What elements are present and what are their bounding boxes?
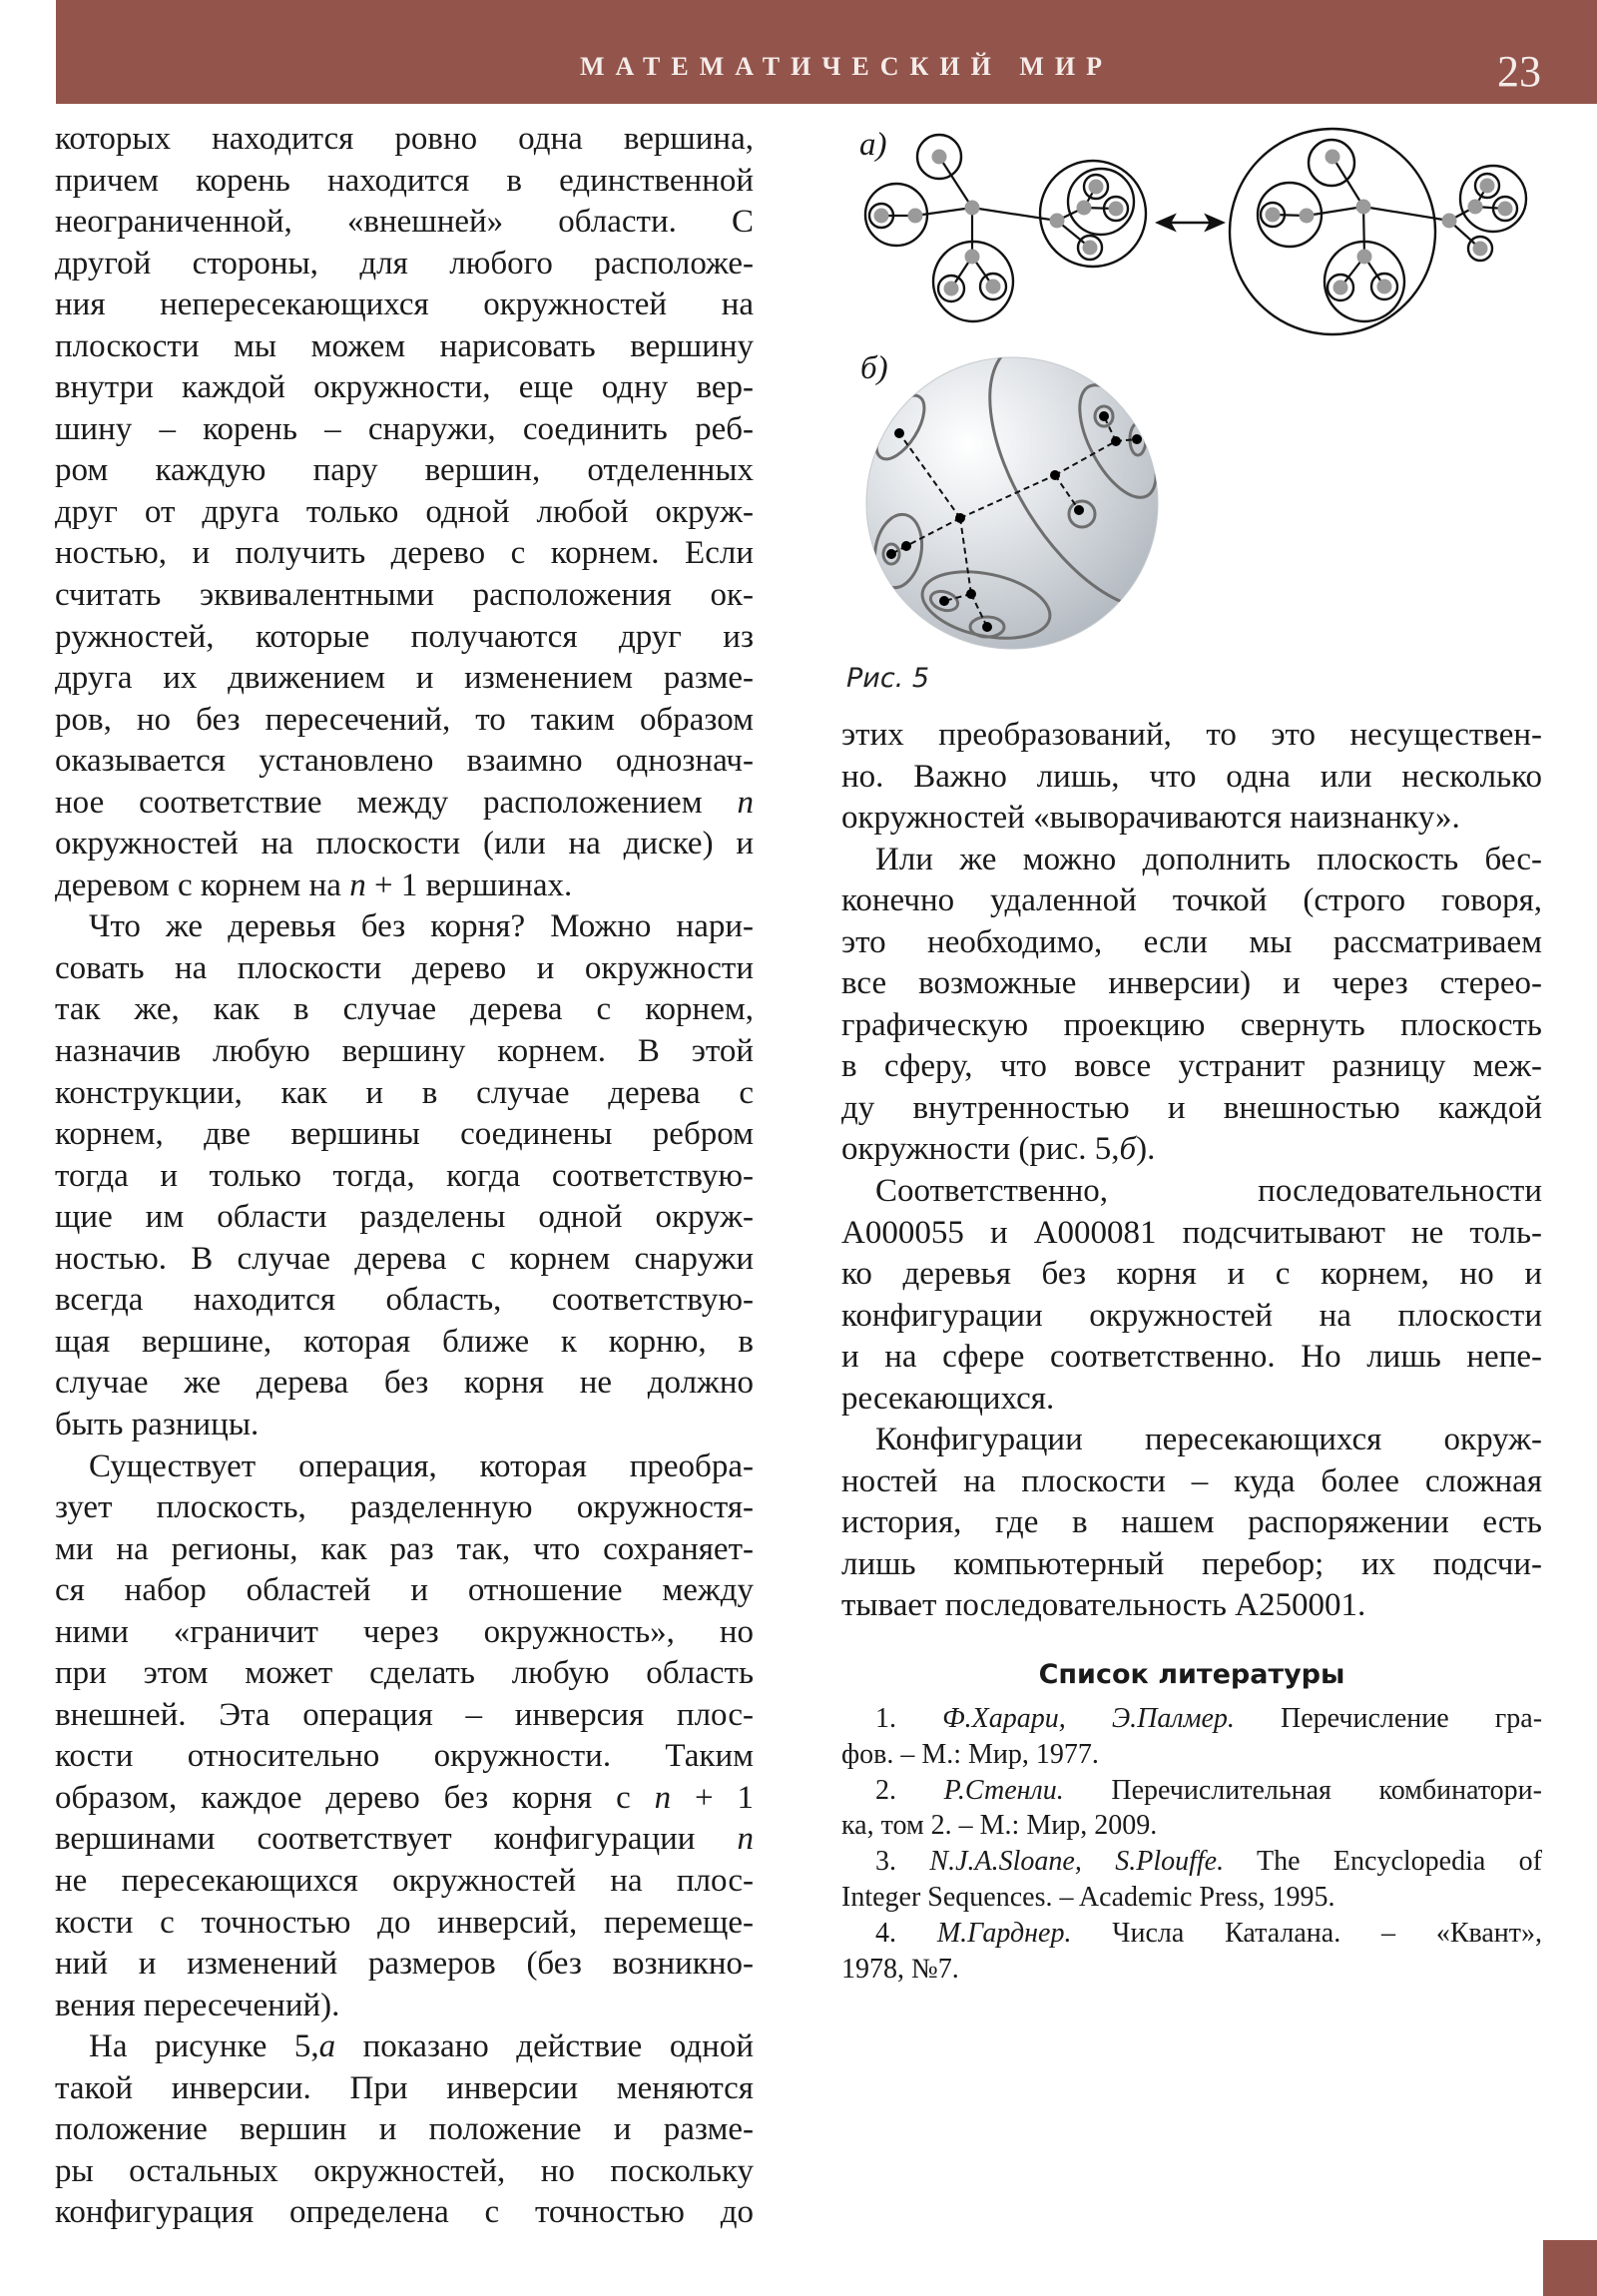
text-line: зует плоскость, разделенную окружностя- — [55, 1489, 754, 1526]
page-corner-tab — [1543, 2240, 1597, 2296]
reference-title: Числа Каталана. – «Квант», — [1071, 1917, 1542, 1949]
text-line: ми на регионы, как раз так, что сохраняет- — [55, 1530, 754, 1567]
text-line: ний и изменений размеров (без возникно- — [55, 1946, 754, 1983]
figure-label-a: а) — [859, 127, 887, 163]
vertex — [1132, 434, 1142, 444]
text-line: окружностей «выворачиваются наизнанку». — [841, 800, 1460, 837]
text-line: случае же дерева без корня не должно — [55, 1365, 754, 1402]
reference-authors: Р.Стенли. — [943, 1774, 1064, 1806]
reference-item — [841, 1701, 1542, 1737]
figure-5b — [866, 310, 1231, 649]
right-column — [841, 715, 1542, 1627]
text-line: конечно удаленной точкой (строго говоря, — [841, 882, 1542, 919]
vertex — [908, 209, 923, 224]
text-line: и на сфере соответственно. Но лишь непе- — [841, 1339, 1542, 1376]
text-line: назначив любую вершину корнем. В этой — [55, 1033, 754, 1070]
text-line: кости относительно окружности. Таким — [55, 1738, 754, 1775]
text-line: Что же деревья без корня? Можно нари- — [89, 908, 754, 945]
vertex — [1300, 209, 1315, 224]
text-line: всегда находится область, соответствую- — [55, 1282, 754, 1319]
reference-continuation: ка, том 2. – М.: Мир, 2009. — [841, 1810, 1158, 1842]
vertex — [894, 428, 904, 438]
text-line: ся набор областей и отношение между — [55, 1572, 754, 1609]
reference-number: 1. — [875, 1703, 943, 1734]
double-arrow-icon — [1158, 216, 1223, 230]
text-line: друга их движением и изменением разме- — [55, 660, 754, 697]
text-line: внешней. Эта операция – инверсия плос- — [55, 1696, 754, 1733]
text-line: плоскости мы можем нарисовать вершину — [55, 327, 754, 364]
text-line: лишь компьютерный перебор; их подсчи- — [841, 1545, 1542, 1582]
text-line: положение вершин и положение и разме- — [55, 2111, 754, 2148]
vertex — [1050, 470, 1060, 480]
text-line: ное соответствие между расположением n — [55, 784, 754, 821]
text-line: ностей на плоскости – куда более сложная — [841, 1462, 1542, 1499]
vertex — [965, 250, 980, 265]
text-line: шину – корень – снаружи, соединить реб- — [55, 410, 754, 447]
text-line: при этом может сделать любую область — [55, 1655, 754, 1692]
text-line: считать эквивалентными расположения ок- — [55, 577, 754, 614]
text-line: которых находится ровно одна вершина, — [55, 121, 754, 157]
text-line: ры остальных окружностей, но поскольку — [55, 2152, 754, 2189]
vertex — [874, 209, 889, 224]
text-line: тывает последовательность A250001. — [841, 1587, 1366, 1624]
vertex — [1099, 411, 1109, 421]
sphere — [866, 357, 1158, 649]
text-line: причем корень находится в единственной — [55, 162, 754, 199]
reference-title: The Encyclopedia of — [1224, 1846, 1542, 1878]
vertex — [1111, 436, 1121, 446]
reference-number: 4. — [875, 1917, 937, 1949]
reference-item — [841, 1916, 1542, 1952]
text-line: окружностей на плоскости (или на диске) и — [55, 826, 754, 862]
vertex — [965, 201, 980, 216]
text-line: вершинами соответствует конфигурации n — [55, 1821, 754, 1858]
text-line: совать на плоскости дерево и окружности — [55, 949, 754, 986]
text-line: ром каждую пару вершин, отделенных — [55, 452, 754, 489]
text-line: тогда и только тогда, когда соответствую- — [55, 1157, 754, 1194]
text-line: в сферу, что вовсе устранит разницу меж- — [841, 1048, 1542, 1085]
text-line: друг от друга только одной любой окруж- — [55, 493, 754, 530]
reference-continuation: Integer Sequences. – Academic Press, 1995. — [841, 1881, 1335, 1913]
vertex — [1050, 214, 1065, 229]
text-line: конфигурация определена с точностью до — [55, 2194, 754, 2231]
reference-item — [841, 1773, 1542, 1809]
references-list — [841, 1701, 1542, 1987]
vertex — [982, 622, 992, 632]
text-line: ними «граничит через окружность», но — [55, 1613, 754, 1650]
vertex — [1473, 242, 1488, 257]
text-line: кости с точностью до инверсий, перемеще- — [55, 1904, 754, 1941]
reference-authors: Ф.Харари, Э.Палмер. — [942, 1703, 1235, 1734]
text-line: быть разницы. — [55, 1406, 260, 1442]
text-line: На рисунке 5,а показано действие одной — [89, 2028, 754, 2065]
vertex — [966, 589, 976, 599]
text-line: оказывается установлено взаимно однознач- — [55, 743, 754, 780]
vertex — [1480, 179, 1495, 194]
vertex — [1089, 180, 1104, 195]
reference-item — [841, 1844, 1542, 1880]
text-line: история, где в нашем распоряжении есть — [841, 1504, 1542, 1541]
text-line: корнем, две вершины соединены ребром — [55, 1116, 754, 1153]
reference-number: 2. — [875, 1774, 944, 1806]
circle — [1068, 169, 1134, 235]
vertex — [901, 541, 911, 551]
text-line: щие им области разделены одной окруж- — [55, 1199, 754, 1236]
text-line: окружности (рис. 5,б). — [841, 1131, 1156, 1168]
text-line: ностью. В случае дерева с корнем снаружи — [55, 1240, 754, 1277]
text-line: образом, каждое дерево без корня с n + 1 — [55, 1779, 754, 1816]
vertex — [1377, 280, 1392, 294]
vertex — [1442, 214, 1457, 229]
vertex — [986, 280, 1001, 294]
text-line: ружностей, которые получаются друг из — [55, 618, 754, 655]
text-line: неограниченной, «внешней» области. С — [55, 204, 754, 241]
reference-continuation: 1978, №7. — [841, 1953, 959, 1985]
journal-section-title: МАТЕМАТИЧЕСКИЙ МИР — [580, 52, 1113, 81]
text-line: конструкции, как и в случае дерева с — [55, 1074, 754, 1111]
text-line: щая вершине, которая ближе к корню, в — [55, 1323, 754, 1360]
text-line: Соответственно, последовательности — [875, 1173, 1542, 1210]
text-line: ров, но без пересечений, то таким образом — [55, 701, 754, 738]
references — [841, 1653, 1542, 1987]
vertex — [955, 513, 965, 523]
text-line: графическую проекцию свернуть плоскость — [841, 1006, 1542, 1043]
vertex — [1356, 200, 1371, 215]
reference-authors: М.Гарднер. — [936, 1917, 1072, 1949]
text-line: ресекающихся. — [841, 1380, 1055, 1417]
text-line: ко деревья без корня и с корнем, но и — [841, 1256, 1542, 1293]
text-line: этих преобразований, то это несуществен- — [841, 717, 1542, 753]
reference-title: Перечисление гра- — [1234, 1703, 1543, 1734]
figure-label-b: б) — [860, 350, 888, 386]
vertex — [1077, 201, 1092, 216]
reference-authors: N.J.A.Sloane, S.Plouffe. — [929, 1846, 1225, 1878]
text-line: ду внутренностью и внешностью каждой — [841, 1089, 1542, 1126]
vertex — [944, 282, 959, 296]
vertex — [1266, 208, 1281, 223]
text-line: конфигурации окружностей на плоскости — [841, 1297, 1542, 1334]
config-before-inversion — [865, 135, 1146, 321]
text-line: внутри каждой окружности, еще одну вер- — [55, 369, 754, 406]
text-line: ностью, и получить дерево с корнем. Если — [55, 535, 754, 572]
text-line: все возможные инверсии) и через стерео- — [841, 965, 1542, 1002]
text-line: вения пересечений). — [55, 1987, 340, 2023]
vertex — [932, 150, 947, 165]
text-line: такой инверсии. При инверсии меняются — [55, 2069, 754, 2106]
left-column — [55, 119, 754, 2234]
figure-caption: Рис. 5 — [846, 663, 930, 694]
text-line: Конфигурации пересекающихся окруж- — [875, 1422, 1542, 1458]
text-line: это необходимо, если мы рассматриваем — [841, 923, 1542, 960]
vertex — [1468, 200, 1483, 215]
vertex — [1074, 505, 1084, 515]
text-line: ния непересекающихся окружностей на — [55, 287, 754, 323]
references-heading: Список литературы — [1038, 1659, 1345, 1690]
text-line: Существует операция, которая преобра- — [89, 1447, 754, 1484]
vertex — [1333, 281, 1348, 295]
vertex — [939, 596, 949, 606]
figure-5a — [865, 129, 1526, 334]
vertex — [1083, 241, 1098, 256]
vertex — [1498, 202, 1513, 217]
vertex — [1109, 202, 1124, 217]
text-line: не пересекающихся окружностей на плос- — [55, 1862, 754, 1899]
text-line: Или же можно дополнить плоскость бес- — [875, 841, 1542, 877]
text-line: но. Важно лишь, что одна или несколько — [841, 758, 1542, 795]
vertex — [1326, 150, 1340, 165]
reference-number: 3. — [875, 1846, 930, 1878]
vertex — [1357, 250, 1372, 265]
config-after-inversion — [1230, 129, 1526, 334]
reference-continuation: фов. – М.: Мир, 1977. — [841, 1738, 1099, 1770]
text-line: A000055 и A000081 подсчитывают не толь- — [841, 1214, 1542, 1251]
vertex — [886, 549, 896, 559]
page-number: 23 — [1497, 47, 1541, 96]
reference-title: Перечислительная комбинатори- — [1063, 1774, 1542, 1806]
text-line: деревом с корнем на n + 1 вершинах. — [55, 866, 573, 903]
text-line: так же, как в случае дерева с корнем, — [55, 991, 754, 1028]
text-line: другой стороны, для любого расположе- — [55, 245, 754, 282]
